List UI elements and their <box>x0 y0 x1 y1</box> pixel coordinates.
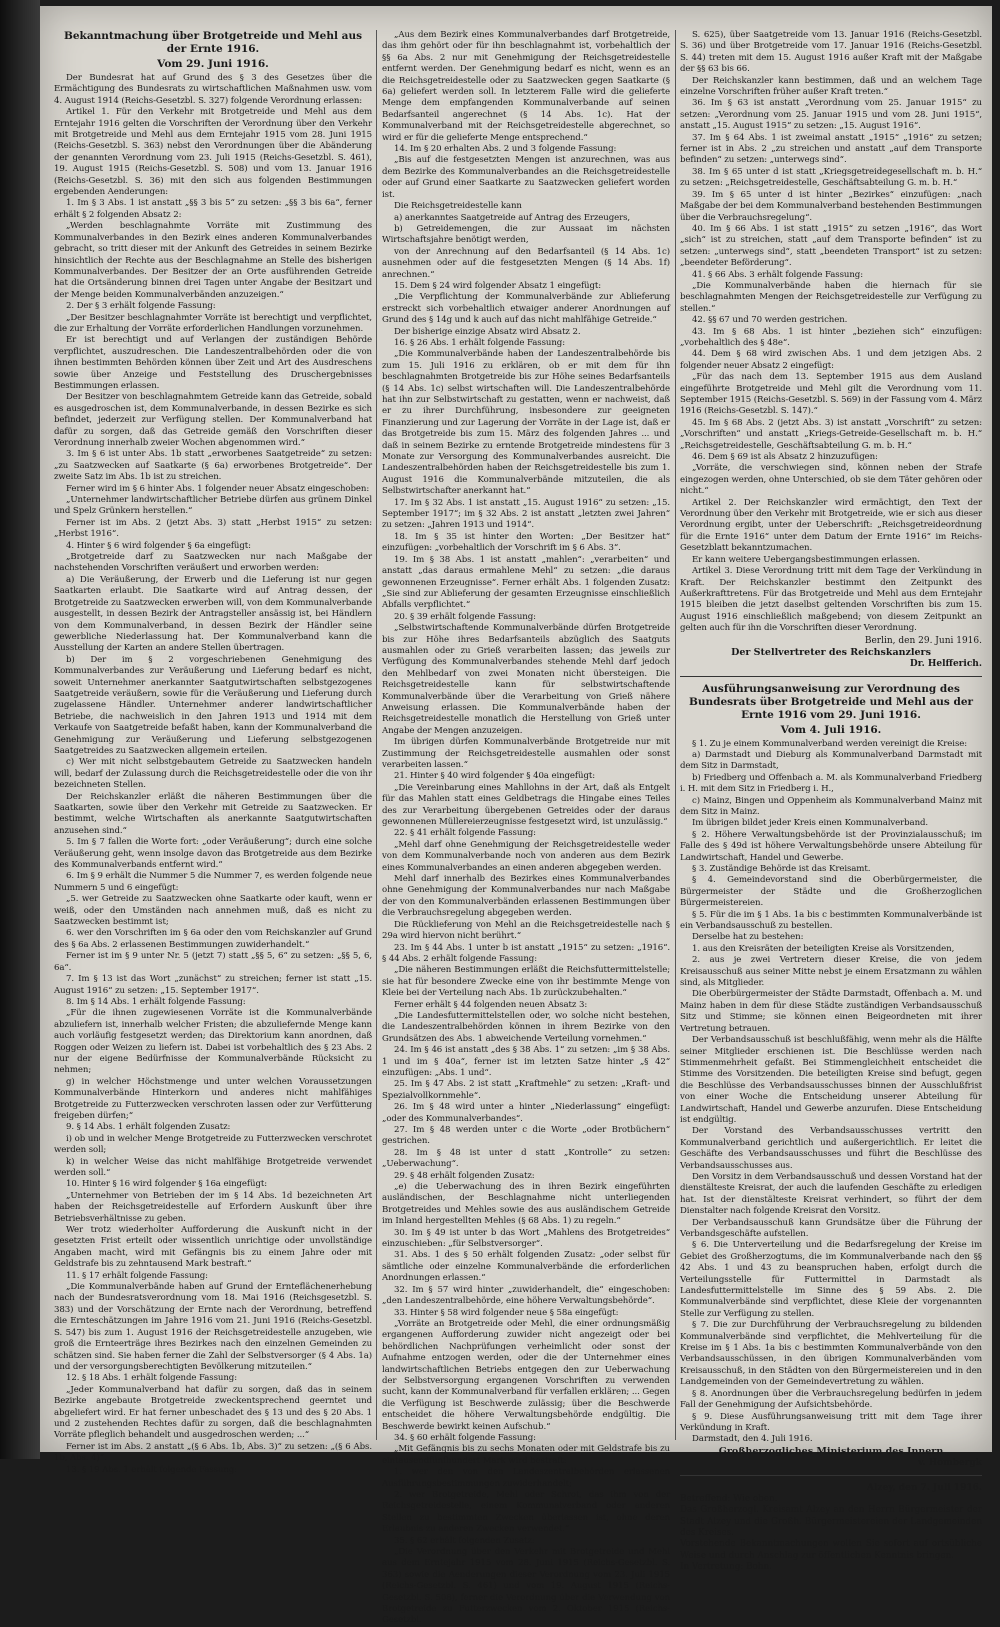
paragraph: 21. Hinter § 40 wird folgender § 40a eingefügt: <box>394 771 595 782</box>
paragraph: 42. §§ 67 und 70 werden gestrichen. <box>692 315 848 326</box>
paragraph: Ferner ist im Abs. 2 (jetzt Abs. 3) statt „Herbst 1915“ zu setzen: „Herbst 1916“. <box>54 517 372 540</box>
paragraph: „Selbstwirtschaftende Kommunalverbände dürfen Brotgetreide bis zur Höhe ihres Bedarfsanteils abzüglich des Saatguts ausmahlen oder zu Grieß verarbeiten lassen; das jeweils zur Verfügung des Kommunalverbandes stehende Mehl darf jedoch den Mehlbedarf von zwei Monaten nicht übersteigen. Die Reichsgetreidestelle kann für selbstwirtschaftende Kommunalverbände über die Verarbeitung von Grieß nähere Anweisung erlassen. Die Kommunalverbände haben der Reichsgetreidestelle monatlich die Herstellung von Grieß unter Angabe der Mengen anzuzeigen. <box>382 623 670 736</box>
paragraph: 1. Im § 3 Abs. 1 ist anstatt „§§ 3 bis 5“ zu setzen: „§§ 3 bis 6a“, ferner erhält § 2 folgenden Absatz 2: <box>54 198 372 220</box>
column-1 <box>54 30 372 1475</box>
paragraph: Im übrigen bildet jeder Kreis einen Kommunalverband. <box>692 818 929 829</box>
ausf-place-date: Darmstadt, den 4. Juli 1916. <box>692 1434 813 1445</box>
column-3 <box>680 30 982 1573</box>
paragraph: „Für die ihnen zugewiesenen Vorräte ist die Kommunalverbände abzuliefern ist, innerhalb welcher Fristen; die abzuliefernde Menge kann auch vorläufig festgesetzt werden; das Direktorium kann anordnen, daß Roggen oder Weizen zu liefern ist. Dabei ist vorbehaltlich des § 23 Abs. 2 nur der eigene Bedürfnisse der Kommunalverbände Rücksicht zu nehmen; <box>54 1008 372 1076</box>
column-3-body <box>680 30 982 635</box>
paragraph: Ferner wird im § 6 hinter Abs. 1 folgender neuer Absatz eingeschoben: <box>66 483 370 494</box>
paragraph: „Mit Gefängnis bis zu sechs Monaten oder mit Geldstrafe bis zu eintausendfünfhundert Mark wird bestraft: <box>382 1444 670 1466</box>
column-2 <box>382 30 670 1626</box>
paragraph: 41. § 66 Abs. 3 erhält folgende Fassung: <box>692 269 863 280</box>
paragraph: 26. Im § 48 wird unter a hinter „Niederlassung“ eingefügt: „oder des Kommunalverbandes“. <box>382 1102 670 1124</box>
paragraph: § 6. Die Unterverteilung und die Bedarfsregelung der Kreise im Gebiet des Großherzogtums, die im Kommunalverbande nach den §§ 42 Abs. 1 und 43 zu beanspruchen haben, erfolgt durch die Verteilungsstelle für Futtermittel in Darmstadt als Landesfuttermittelstelle im Sinne des § 59 Abs. 2. Die Kommunalverbände sind verpflichtet, diese Kleie der vorgenannten Stelle zur Verfügung zu stellen. <box>680 1240 982 1319</box>
paragraph: § 4. Gemeindevorstand sind die Oberbürgermeister, die Bürgermeister der Städte und die Großherzoglichen Bürgermeistereien. <box>680 875 982 909</box>
paragraph: 2. aus je zwei Vertretern dieser Kreise, die von jedem Kreisausschuß aus seiner Mitte nebst je einem Ersatzmann zu wählen sind, als Mitglieder. <box>680 955 982 989</box>
paragraph: „Die Kommunalverbände haben der Landeszentralbehörde bis zum 15. Juli 1916 zu erklären, ob er mit dem für ihn beschlagnahmten Brotgetreide bis zur Höhe seines Bedarfsanteils (§ 14 Abs. 1c) selbst wirtschaften will. Die Landeszentralbehörde hat ihn zur Selbstwirtschaft zu gestatten, wenn er nachweist, daß er zu ihrer Durchführung, insbesondere zur geeigneten Finanzierung und zur Lagerung der Vorräte in der Lage ist, daß er das Brotgetreide bis zum 15. März des folgenden Jahres ... und daß in seinem Bezirke zu erntende Brotgetreide mindestens für 3 Monate zur Versorgung des Kommunalverbandes ausreicht. Die Landeszentralbehörden haben der Reichsgetreidestelle bis zum 1. August 1916 die Kommunalverbände mitzuteilen, die als Selbstwirtschafter anerkannt hat.“ <box>382 349 670 497</box>
ministry-name: Großherzogliches Ministerium des Innern <box>718 1445 944 1457</box>
book-spine <box>0 0 40 1459</box>
ausfuehrung-title: Ausführungsanweisung zur Verordnung des Bundesrats über Brotgetreide und Mehl aus der Ernte 1916 vom 29. Juni 1916. <box>688 682 974 721</box>
paragraph: Der Vorstand des Verbandsausschusses vertritt den Kommunalverband gerichtlich und außergerichtlich. Er leitet die Geschäfte des Verbandsausschusses und führt die Beschlüsse des Verbandsausschusses aus. <box>680 1126 982 1171</box>
paragraph: „Die Verpflichtung der Kommunalverbände zur Ablieferung erstreckt sich vorbehaltlich etwaiger anderer Anordnungen auf Grund des § 14g und k auch auf das nicht mahlfähige Getreide.“ <box>382 292 670 326</box>
paragraph: „Die Kommunalverbände haben auf Grund der Ernteflächenerhebung nach der Bundesratsverordnung vom 18. Mai 1916 (Reichsgesetzbl. S. 383) und der Vorschätzung der Ernte nach der Verordnung, betreffend die Ernteschätzungen im Jahre 1916 vom 21. Juni 1916 (Reichs-Gesetzbl. S. 547) bis zum 1. August 1916 der Reichsgetreidestelle anzugeben, wie groß die Ernteerträge ihres Bezirkes nach den einzelnen Gemeinden zu schätzen sind. Sie haben ferner die Zahl der Selbstversorger (§ 4 Abs. 1a) und der versorgungsberechtigten Bevölkerung mitzuteilen.“ <box>54 1282 372 1372</box>
paragraph: 23. Im § 44 Abs. 1 unter b ist anstatt „1915“ zu setzen: „1916“. § 44 Abs. 2 erhält folgende Fassung: <box>382 942 670 964</box>
paragraph: Ferner erhält § 44 folgenden neuen Absatz 3: <box>394 999 588 1010</box>
alzey-date: Alzey, den 7. Juli 1916. <box>866 1482 982 1493</box>
announcement-title: Bekanntmachung über Brotgetreide und Mehl aus der Ernte 1916. <box>63 30 362 55</box>
paragraph: a) Die Veräußerung, der Erwerb und die Lieferung ist nur gegen Saatkarten erlaubt. Die Saatkarte wird auf Antrag dessen, der Brotgetreide zu Saatzwecken erwerben will, von dem Kommunalverbande ausgestellt, in dessen Bezirk der Antragsteller ansässig ist, bei Händlern von dem Kommunalverband, in dessen Bezirk der Händler seine gewerbliche Niederlassung hat. Der Kommunalverband kann die Ausstellung der Karten an andere Stellen übertragen. <box>54 574 372 654</box>
paragraph: 8. Im § 14 Abs. 1 erhält folgende Fassung: <box>66 996 246 1007</box>
column-rule <box>675 30 676 1440</box>
paragraph: § 2. Höhere Verwaltungsbehörde ist der Provinzialausschuß; im Falle des § 49d ist höhere Verwaltungsbehörde unsere Abteilung für Landwirtschaft, Handel und Gewerbe. <box>680 829 982 863</box>
paragraph: „Die näheren Bestimmungen erläßt die Reichsfuttermittelstelle; sie hat für besondere Zwecke eine von ihr bestimmte Menge von Kleie bei der Verteilung nach Abs. 1b zurückzubehalten.“ <box>382 965 670 999</box>
paragraph: „5. wer Getreide zu Saatzwecken ohne Saatkarte oder kauft, wenn er weiß, oder den Umständen nach annehmen muß, daß es nicht zu Saatzwecken bestimmt ist; <box>54 894 372 928</box>
paragraph: Der Verbandsausschuß ist beschlußfähig, wenn mehr als die Hälfte seiner Mitglieder erschienen ist. Die Beschlüsse werden nach Stimmenmehrheit gefaßt. Bei Stimmengleichheit entscheidet die Stimme des Vorsitzenden. Die beteiligten Kreise sind befugt, gegen die Beschlüsse des Verbandsausschusses binnen der Ausschlußfrist von einer Woche die Entscheidung unserer Abteilung für Landwirtschaft, Handel und Gewerbe anzurufen. Diese Entscheidung ist endgültig. <box>680 1035 982 1125</box>
announcement-date: Vom 29. Juni 1916. <box>157 58 269 70</box>
paragraph: b) Friedberg und Offenbach a. M. als Kommunalverband Friedberg i. H. mit dem Sitz in Friedberg i. H., <box>680 772 982 795</box>
paragraph: 17. Im § 32 Abs. 1 ist anstatt „15. August 1916“ zu setzen: „15. September 1917“; im § 32 Abs. 2 ist anstatt „letzten zwei Jahren“ zu setzen: „Jahren 1913 und 1914“. <box>382 497 670 531</box>
paragraph: „Aus dem Bezirk eines Kommunalverbandes darf Brotgetreide, das ihm gehört oder für ihn beschlagnahmt ist, vorbehaltlich der §§ 6a Abs. 2 nur mit Genehmigung der Reichsgetreidestelle entfernt werden. Der Genehmigung bedarf es nicht, wenn es an die Reichsgetreidestelle oder zu Saatzwecken gegen Saatkarte (§ 6a) geliefert werden soll. In letzterem Falle wird die gelieferte Menge dem empfangenden Kommunalverbande auf seinen Bedarfsanteil angerechnet (§ 14 Abs. 1c). Hat der Kommunalverband mit der Reichsgetreidestelle abgerechnet, so wird er für die gelieferte Menge entsprechend.“ <box>382 30 670 143</box>
paragraph: 13. § 19 Abs. 1 erhält folgende Fassung: <box>66 1464 237 1475</box>
paragraph: c) Wer mit nicht selbstgebautem Getreide zu Saatzwecken handeln will, bedarf der Zulassung durch die Reichsgetreidestelle oder die von ihr bezeichneten Stellen. <box>54 757 372 791</box>
paragraph: „e) die Ueberwachung des in ihren Bezirk eingeführten ausländischen, der Beschlagnahme nicht unterliegenden Brotgetreides und Mehles sowie des aus ausländischem Getreide im Inland hergestellten Mehles (§ 68 Abs. 1) zu regeln.“ <box>382 1182 670 1227</box>
paragraph: Der Besitzer von beschlagnahmtem Getreide kann das Getreide, sobald es ausgedroschen ist, dem Kommunalverbande, in dessen Bezirke es sich befindet, jederzeit zur Verfügung stellen. Der Kommunalverband hat dafür zu sorgen, daß das Getreide gemäß den Vorschriften dieser Verordnung innerhalb zweier Wochen abgenommen wird.“ <box>54 392 372 448</box>
paragraph: 3. Im § 6 ist unter Abs. 1b statt „erworbenes Saatgetreide“ zu setzen: „zu Saatzwecken auf Saatkarte (§ 6a) erworbenes Brotgetreide“. Der zweite Satz im Abs. 1b ist zu streichen. <box>54 449 372 483</box>
paragraph: § 1. Zu je einem Kommunalverband werden vereinigt die Kreise: <box>692 738 968 749</box>
paragraph: Ferner ist im § 9 unter Nr. 5 (jetzt 7) statt „§§ 5, 6“ zu setzen: „§§ 5, 6, 6a“. <box>54 951 372 973</box>
column-2-body <box>382 30 670 1627</box>
paragraph: k) in welcher Weise das nicht mahlfähige Brotgetreide verwendet werden soll.“ <box>54 1156 372 1178</box>
paragraph: 19. Im § 38 Abs. 1 ist anstatt „mahlen“: „verarbeiten“ und anstatt „das daraus ermahlene Mehl“ zu setzen: „die daraus gewonnenen Erzeugnisse“. Ferner erhält Abs. 1 folgenden Zusatz: „Sie sind zur Ablieferung der gesamten Erzeugnisse einschließlich Abfalls verpflichtet.“ <box>382 554 670 611</box>
paragraph: § 8. Anordnungen über die Verbrauchsregelung bedürfen in jedem Fall der Genehmigung der Aufsichtsbehörde. <box>680 1388 982 1411</box>
paragraph: 22. § 41 erhält folgende Fassung: <box>394 828 536 839</box>
paragraph: 14. Im § 20 erhalten Abs. 2 und 3 folgende Fassung: <box>394 144 617 155</box>
paragraph: § 3. Zuständige Behörde ist das Kreisamt. <box>692 864 871 874</box>
paragraph: Ferner ist im Abs. 2 anstatt „(§ 6 Abs. 1b, Abs. 3)“ zu setzen: „(§ 6 Abs. 1b, Abs. 4)“. <box>54 1441 372 1464</box>
paragraph: 46. Dem § 69 ist als Absatz 2 hinzuzufügen: <box>692 452 878 463</box>
paragraph: 32. Im § 57 wird hinter „zuwiderhandelt, die“ eingeschoben: „den Landeszentralbehörde, eine höhere Verwaltungsbehörde“. <box>382 1284 670 1307</box>
paragraph: § 7. Die zur Durchführung der Verbrauchsregelung zu bildenden Kommunalverbände sind verpflichtet, die Mehlverteilung für die Kreise im § 1 Abs. 1a bis c bestimmten Kommunalverbände von den Verbandsausschüssen, in den übrigen Kommunalverbänden vom Kreisausschuß, in den Städten von den Bürgermeistereien und in den Landgemeinden von der Gemeindevertretung zu wählen. <box>680 1320 982 1388</box>
paragraph: 37. Im § 64 Abs. 1 ist zweimal anstatt „1915“ „1916“ zu setzen; ferner ist in Abs. 2 „zu streichen und anstatt „auf dem Transporte befinden“ zu setzen: „unterwegs sind“. <box>680 132 982 166</box>
paragraph: Artikel 3. Diese Verordnung tritt mit dem Tage der Verkündung in Kraft. Der Reichskanzler bestimmt den Zeitpunkt des Außerkrafttretens. Für das Brotgetreide und Mehl aus dem Erntejahr 1915 bleiben die jetzt daselbst geltenden Vorschriften bis zum 15. August 1916 einschließlich maßgebend; von diesem Zeitpunkt an gelten auch für ihn die Vorschriften dieser Verordnung. <box>680 566 982 634</box>
paragraph: „Bis auf die festgesetzten Mengen ist anzurechnen, was aus dem Bezirke des Kommunalverbandes an die Reichsgetreidestelle oder auf Grund einer Saatkarte zu Saatzwecken geliefert worden ist. <box>382 155 670 200</box>
paragraph: Artikel 2. Der Reichskanzler wird ermächtigt, den Text der Verordnung über den Verkehr mit Brotgetreide, wie er sich aus dieser Verordnung ergibt, unter der Ueberschrift: „Reichsgetreideordnung für die Ernte 1916“ unter dem Datum der Ernte 1916“ im Reichs-Gesetzblatt bekanntzumachen. <box>680 497 982 554</box>
paragraph: „Die Landesfuttermittelstellen oder, wo solche nicht bestehen, die Landeszentralbehörden können in ihrem Bezirke von den Grundsätzen des Abs. 1 abweichende Verteilung vornehmen.“ <box>382 1010 670 1044</box>
paragraph: „Die Kommunalverbände haben die hiernach für sie beschlagnahmten Mengen der Reichsgetreidestelle zur Verfügung zu stellen.“ <box>680 280 982 314</box>
paragraph: 18. Im § 35 ist hinter den Worten: „Der Besitzer hat“ einzufügen: „vorbehaltlich der Vorschrift im § 6 Abs. 3“. <box>382 531 670 554</box>
paragraph: Der Bundesrat hat auf Grund des § 3 des Gesetzes über die Ermächtigung des Bundesrats zu wirtschaftlichen Maßnahmen usw. vom 4. August 1914 (Reichs-Gesetzbl. S. 327) folgende Verordnung erlassen: <box>54 73 372 106</box>
paragraph: Die Rücklieferung von Mehl an die Reichsgetreidestelle nach § 29a wird hiervon nicht berührt.“ <box>382 919 670 942</box>
paragraph: 38. Im § 65 unter d ist statt „Kriegsgetreidegesellschaft m. b. H.“ zu setzen: „Reichsgetreidestelle, Geschäftsabteilung G. m. b. H.“ <box>680 166 982 189</box>
ausfuehrung-body <box>680 739 982 1435</box>
paragraph: Das Großherzogl. Kreisamt Alzey an den Herrn Bürgermeister der Stadt Alzey und die Großh. Bürgermeistereien der Landgemeinden des Kreises. <box>680 1505 982 1538</box>
paragraph: 15. Dem § 24 wird folgender Absatz 1 eingefügt: <box>394 280 602 291</box>
paragraph: Vorstehende Bekanntmachungen wollen Sie sofort auf ortsübliche Weise und durch Anschlag zur öffentlichen Kenntnis bringen. <box>680 1539 982 1561</box>
paragraph: „Jeder Kommunalverband hat dafür zu sorgen, daß das in seinem Bezirke angebaute Brotgetreide zweckentsprechend geerntet und abgeliefert wird. Er hat ferner unbeschadet des § 13 und des § 20 Abs. 1 und 2 zustehenden Rechtes dafür zu sorgen, daß die beschlagnahmten Vorräte pfleglich behandelt und ausgedroschen werden; ...“ <box>54 1384 372 1441</box>
signer-name: Dr. Helfferich. <box>909 658 982 669</box>
paragraph: Derselbe hat zu bestehen: <box>692 932 804 943</box>
paragraph: In Vertretung: Bohn. <box>680 1562 772 1573</box>
paragraph: 4. Hinter § 6 wird folgender § 6a eingefügt: <box>66 540 251 551</box>
paragraph: 5. Im § 7 fallen die Worte fort: „oder Veräußerung“; durch eine solche Veräußerung geht, wenn insolge davon das Brotgetreide aus dem Bezirke des Kommunalverbands entfernt wird.“ <box>54 837 372 871</box>
alzey-body <box>680 1494 982 1574</box>
paragraph: 30. Im § 49 ist unter b das Wort „Mahlens des Brotgetreides“ einzuschieben: „für Selbstversorger“. <box>382 1227 670 1250</box>
paragraph: „Die Verordnung über den Verkehr mit Brotgetreide und Mehl aus dem Erntejahr 1915 vom 28. Juni 1915 (Reichs-Gesetzbl. S. 363) sowie die Aenderungen dieser Verordnung vom 23. Juli 1915 (Reichs-Gesetzbl. S. 461) und vom 19. August 1915 (Reichs-Gesetzbl. S. 508), ferner die Verordnung über die Verwendung von Brotgetreide zu Futterzwecken vom 2. Oktober 1915 (Reichs-Gesetzbl. <box>382 1547 670 1626</box>
paragraph: „Brotgetreide darf zu Saatzwecken nur nach Maßgabe der nachstehenden Vorschriften veräußert und erworben werden: <box>54 552 372 574</box>
paragraph: „Mehl darf ohne Genehmigung der Reichsgetreidestelle weder von dem Kommunalverbande noch von anderen aus dem Bezirk eines Kommunalverbandes an einen anderen abgegeben werden. <box>382 839 670 873</box>
paragraph: Der bisherige einzige Absatz wird Absatz 2. <box>394 326 581 337</box>
paragraph: S. 625), über Saatgetreide vom 13. Januar 1916 (Reichs-Gesetzbl. S. 36) und über Brotgetreide vom 17. Januar 1916 (Reichs-Gesetzbl. S. 44) treten mit dem 15. August 1916 außer Kraft mit der Maßgabe der §§ 63 bis 66. <box>680 30 982 75</box>
divider <box>680 676 982 677</box>
paragraph: 2. wer Brotgetreide, Mehl oder Schrot, das ihm von der Reichsgetreidestelle, einem Kommunalverband oder anderen Stellen zu bestimmten Zwecken überlassen ist, ohne deren Erlaubnis zu anderen Zwecken verwendet.“ <box>382 1490 670 1535</box>
newspaper-page <box>40 6 992 1626</box>
paragraph: Den Vorsitz in dem Verbandsausschuß und dessen Vorstand hat der dienstälteste Kreisrat, der auch die laufenden Geschäfte zu erledigen hat. Ist der dienstälteste Kreisrat verhindert, so führt der dem Dienstalter nach folgende Kreisrat den Vorsitz. <box>680 1171 982 1217</box>
paragraph: § 5. Für die im § 1 Abs. 1a bis c bestimmten Kommunalverbände ist ein Verbandsausschuß zu bestellen. <box>680 909 982 932</box>
paragraph: 35. § 62 erhält folgenden Zusatz: <box>394 1535 535 1546</box>
paragraph: „Vorräte an Brotgetreide oder Mehl, die einer ordnungsmäßig ergangenen Aufforderung zuwider nicht angezeigt oder bei behördlichen Nachprüfungen verheimlicht oder sonst der Aufnahme entzogen werden, oder die der Unternehmer eines landwirtschaftlichen Betriebs entgegen den zur Ueberwachung der Selbstversorgung ergangenen Vorschriften zu verwenden sucht, kann der Kommunalverband für verfallen erklären; ... Gegen die Verfügung ist Beschwerde zulässig; über die Beschwerde entscheidet die höhere Verwaltungsbehörde endgültig. Die Beschwerde bewirkt keinen Aufschub.“ <box>382 1318 670 1432</box>
paragraph: 45. Im § 68 Abs. 2 (jetzt Abs. 3) ist anstatt „Vorschrift“ zu setzen: „Vorschriften“ und anstatt „Kriegs-Getreide-Gesellschaft m. b. H.“ „Reichsgetreidestelle, Geschäftsabteilung G. m. b. H.“ <box>680 417 982 451</box>
paragraph: Der Verbandsausschuß kann Grundsätze über die Führung der Verbandsgeschäfte aufstellen. <box>680 1217 982 1239</box>
paragraph: 43. Im § 68 Abs. 1 ist hinter „beziehen sich“ einzufügen: „vorbehaltlich des § 48e“. <box>680 326 982 348</box>
place-date: Berlin, den 29. Juni 1916. <box>864 635 982 646</box>
paragraph: 25. Im § 47 Abs. 2 ist statt „Kraftmehle“ zu setzen: „Kraft- und Spezialvollkornmehle“. <box>382 1079 670 1101</box>
paragraph: „Der Besitzer beschlagnahmter Vorräte ist berechtigt und verpflichtet, die zur Erhaltung der Vorräte erforderlichen Handlungen vorzunehmen. <box>54 312 372 334</box>
paragraph: 2. Der § 3 erhält folgende Fassung: <box>66 301 216 312</box>
paragraph: 10. Hinter § 16 wird folgender § 16a eingefügt: <box>66 1179 267 1190</box>
paragraph: b) Der im § 2 vorgeschriebenen Genehmigung des Kommunalverbandes zur Veräußerung und Lieferung bedarf es nicht, soweit Unternehmer anerkannter Saatgutwirtschaften selbstgezogenes Saatgetreide veräußern, sowie für die Veräußerung und Lieferung durch zugelassene Händler. Unternehmer anderer landwirtschaftlicher Betriebe, die nachweislich in den Jahren 1913 und 1914 mit dem Verkaufe von Saatgetreide befaßt haben, kann der Kommunalverband die Genehmigung zur Veräußerung und Lieferung selbstgezogenen Saatgetreides zu Saatzwecken allgemein erteilen. <box>54 654 372 756</box>
paragraph: 29. § 48 erhält folgenden Zusatz: <box>394 1170 535 1181</box>
paragraph: Der Reichskanzler kann bestimmen, daß und an welchem Tage einzelne Vorschriften früher außer Kraft treten.“ <box>680 75 982 98</box>
paragraph: Er ist berechtigt und auf Verlangen der zuständigen Behörde verpflichtet, auszudreschen. Die Landeszentralbehörden oder die von ihnen bestimmten Behörden können über Zeit und Art des Ausdreschens sowie über Anzeige und Feststellung des Druschergebnisses Bestimmungen erlassen. <box>54 335 372 391</box>
paragraph: c) Mainz, Bingen und Oppenheim als Kommunalverband Mainz mit dem Sitz in Mainz. <box>680 795 982 817</box>
column-rule <box>376 30 377 1440</box>
paragraph: „Unternehmer von Betrieben der im § 14 Abs. 1d bezeichneten Art haben der Reichsgetreidestelle auf Erfordern Auskunft über ihre Betriebsverhältnisse zu geben. <box>54 1190 372 1224</box>
paragraph: 6. Im § 9 erhält die Nummer 5 die Nummer 7, es werden folgende neue Nummern 5 und 6 eingefügt: <box>54 871 372 893</box>
paragraph: Artikel 1. Für den Verkehr mit Brotgetreide und Mehl aus dem Erntejahr 1916 gelten die Vorschriften der Verordnung über den Verkehr mit Brotgetreide und Mehl aus dem Erntejahr 1915 vom 28. Juni 1915 (Reichs-Gesetzbl. S. 363) nebst den Verordnungen über die Abänderung der genannten Verordnung vom 23. Juli 1915 (Reichs-Gesetzbl. S. 461), 19. August 1915 (Reichs-Gesetzbl. S. 508) und vom 13. Januar 1916 (Reichs-Gesetzbl. S. 36) mit den sich aus folgenden Bestimmungen ergebenden Aenderungen: <box>54 107 372 198</box>
paragraph: 24. Im § 46 ist anstatt „des § 38 Abs. 1“ zu setzen: „im § 38 Abs. 1 und im § 40a“, ferner ist im letzten Satze hinter „§ 42“ einzufügen: „Abs. 1 und“. <box>382 1045 670 1078</box>
paragraph: 11. § 17 erhält folgende Fassung: <box>66 1270 208 1281</box>
paragraph: Wer trotz wiederholter Aufforderung die Auskunft nicht in der gesetzten Frist erteilt oder wissentlich unrichtige oder unvollständige Angaben macht, wird mit Gefängnis bis zu einem Jahre oder mit Geldstrafe bis zu zehntausend Mark bestraft.“ <box>54 1225 372 1270</box>
paragraph: 39. Im § 65 unter d ist hinter „Bezirkes“ einzufügen: „nach Maßgabe der bei dem Kommunalverband bestehenden Bestimmungen über die Verbrauchsregelung“. <box>680 189 982 223</box>
paragraph: b) Getreidemengen, die zur Aussaat im nächsten Wirtschaftsjahre benötigt werden, <box>382 223 670 246</box>
paragraph: 27. Im § 48 werden unter c die Worte „oder Brotbüchern“ gestrichen. <box>382 1125 670 1147</box>
paragraph: Die Oberbürgermeister der Städte Darmstadt, Offenbach a. M. und Mainz haben in dem für diese Städte zuständigen Verbandsausschuß Sitz und Stimme; sie können einen Beigeordneten mit ihrer Vertretung betrauen. <box>680 989 982 1034</box>
paragraph: Betreffend: Wie oben. <box>680 1493 778 1504</box>
paragraph: i) ob und in welcher Menge Brotgetreide zu Futterzwecken verschrotet werden soll; <box>54 1133 372 1156</box>
signer-title: Der Stellvertreter des Reichskanzlers <box>731 646 931 658</box>
paragraph: a) anerkanntes Saatgetreide auf Antrag des Erzeugers, <box>394 212 631 223</box>
paragraph: 33. Hinter § 58 wird folgender neue § 58a eingefügt: <box>394 1307 619 1318</box>
paragraph: 31. Abs. 1 des § 50 erhält folgenden Zusatz: „oder selbst für sämtliche oder einzelne Kommunalverbände die erforderlichen Anordnungen erlassen.“ <box>382 1250 670 1284</box>
paragraph: 28. Im § 48 ist unter d statt „Kontrolle“ zu setzen: „Ueberwachung“. <box>382 1147 670 1170</box>
ausfuehrung-date: Vom 4. Juli 1916. <box>780 723 882 736</box>
paragraph: 9. § 14 Abs. 1 erhält folgenden Zusatz: <box>66 1122 231 1133</box>
paragraph: Mehl darf innerhalb des Bezirkes eines Kommunalverbandes ohne Genehmigung der Kommunalverbandes nur nach Maßgabe der von den Kommunalverbänden erlassenen Bestimmungen über die Verbrauchsregelung abgegeben werden. <box>382 874 670 919</box>
paragraph: 16. § 26 Abs. 1 erhält folgende Fassung: <box>394 337 565 348</box>
paragraph: „Unternehmer landwirtschaftlicher Betriebe dürfen aus grünem Dinkel und Spelz Grünkern herstellen.“ <box>54 495 372 517</box>
paragraph: Die Reichsgetreidestelle kann <box>394 201 522 212</box>
divider <box>680 1475 982 1476</box>
paragraph: Der Reichskanzler erläßt die näheren Bestimmungen über die Saatkarten, sowie über den Verkehr mit Getreide zu Saatzwecken. Er bestimmt, welche Wirtschaften als anerkannte Saatgutwirtschaften anzusehen sind.“ <box>54 791 372 836</box>
paragraph: g) in welcher Höchstmenge und unter welchen Voraussetzungen Kommunalverbände Hinterkorn und anderes nicht mahlfähiges Brotgetreide zu Futterzwecken verschroten lassen oder zur Verfütterung freigeben dürfen;“ <box>54 1076 372 1121</box>
paragraph: „Für das nach dem 13. September 1915 aus dem Ausland eingeführte Brotgetreide und Mehl gilt die Verordnung vom 11. September 1915 (Reichs-Gesetzbl. S. 569) in der Fassung vom 4. März 1916 (Reichs-Gesetzbl. S. 147).“ <box>680 372 982 417</box>
paragraph: „Die Vereinbarung eines Mahllohns in der Art, daß als Entgelt für das Mahlen statt eines Geldbetrags die Hingabe eines Teiles des zur Verarbeitung übergebenen Getreides oder der daraus gewonnenen Müllereierzeugnisse festgesetzt wird, ist unzulässig.“ <box>382 782 670 828</box>
paragraph: a) Darmstadt und Dieburg als Kommunalverband Darmstadt mit dem Sitz in Darmstadt, <box>680 749 982 772</box>
paragraph: 7. Im § 13 ist das Wort „zunächst“ zu streichen; ferner ist statt „15. August 1916“ zu setzen: „15. September 1917“. <box>54 974 372 996</box>
paragraph: „Werden beschlagnahmte Vorräte mit Zustimmung des Kommunalverbandes in den Bezirk eines anderen Kommunalverbandes gebracht, so tritt dieser mit der Ankunft des Getreides in seinem Bezirke hinsichtlich der Rechte aus der Beschlagnahme an Stelle des bisherigen Kommunalverbandes. Der Besitzer der an Orte ausführenden Getreide hat die Ortsänderung binnen drei Tagen unter Angabe der Besitzart und der Menge beiden Kommunalverbänden anzuzeigen.“ <box>54 221 372 300</box>
paragraph: von der Anrechnung auf den Bedarfsanteil (§ 14 Abs. 1c) ausnehmen oder auf die festgesetzten Mengen (§ 14 Abs. 1f) anrechnen.“ <box>382 246 670 280</box>
paragraph: 40. Im § 66 Abs. 1 ist statt „1915“ zu setzen „1916“, das Wort „sich“ ist zu streichen, statt „auf dem Transporte befinden“ ist zu setzen: „unterwegs sind“, statt „beendeten Transport“ ist zu setzen: „beendeter Beförderung“. <box>680 223 982 269</box>
paragraph: 12. § 18 Abs. 1 erhält folgende Fassung: <box>66 1373 237 1384</box>
column-1-body <box>54 73 372 1476</box>
paragraph: 1. aus den Kreisräten der beteiligten Kreise als Vorsitzenden, <box>692 943 955 954</box>
paragraph: Er kann weitere Uebergangsbestimmungen erlassen. <box>692 554 920 565</box>
paragraph: 20. § 39 erhält folgende Fassung: <box>394 611 536 622</box>
paragraph: 6. wer den Vorschriften im § 6a oder den vom Reichskanzler auf Grund des § 6a Abs. 2 erlassenen Bestimmungen zuwiderhandelt.“ <box>54 928 372 950</box>
paragraph: Im übrigen dürfen Kommunalverbände Brotgetreide nur mit Zustimmung der Reichsgetreidestelle ausmahlen oder sonst verarbeiten lassen.“ <box>382 737 670 770</box>
minister-name: v. Hombergk <box>918 1457 982 1468</box>
paragraph: 44. Dem § 68 wird zwischen Abs. 1 und dem jetzigen Abs. 2 folgender neuer Absatz 2 eingefügt: <box>680 349 982 371</box>
paragraph: „Vorräte, die verschwiegen sind, können neben der Strafe eingezogen werden, ohne Unterschied, ob sie dem Täter gehören oder nicht.“ <box>680 463 982 497</box>
paragraph: § 9. Diese Ausführungsanweisung tritt mit dem Tage ihrer Verkündung in Kraft. <box>680 1411 982 1433</box>
paragraph: 34. § 60 erhält folgende Fassung: <box>394 1432 536 1443</box>
paragraph: 36. Im § 63 ist anstatt „Verordnung vom 25. Januar 1915“ zu setzen: „Verordnung vom 25. Januar 1915 und vom 28. Juni 1915“, anstatt „15. August 1915“ zu setzen: „15. August 1916“. <box>680 98 982 132</box>
paragraph: 1. wer den von den Landeszentralbehörden erlassenen Ausführungsbestimmungen zuwiderhandelt; <box>382 1467 670 1489</box>
